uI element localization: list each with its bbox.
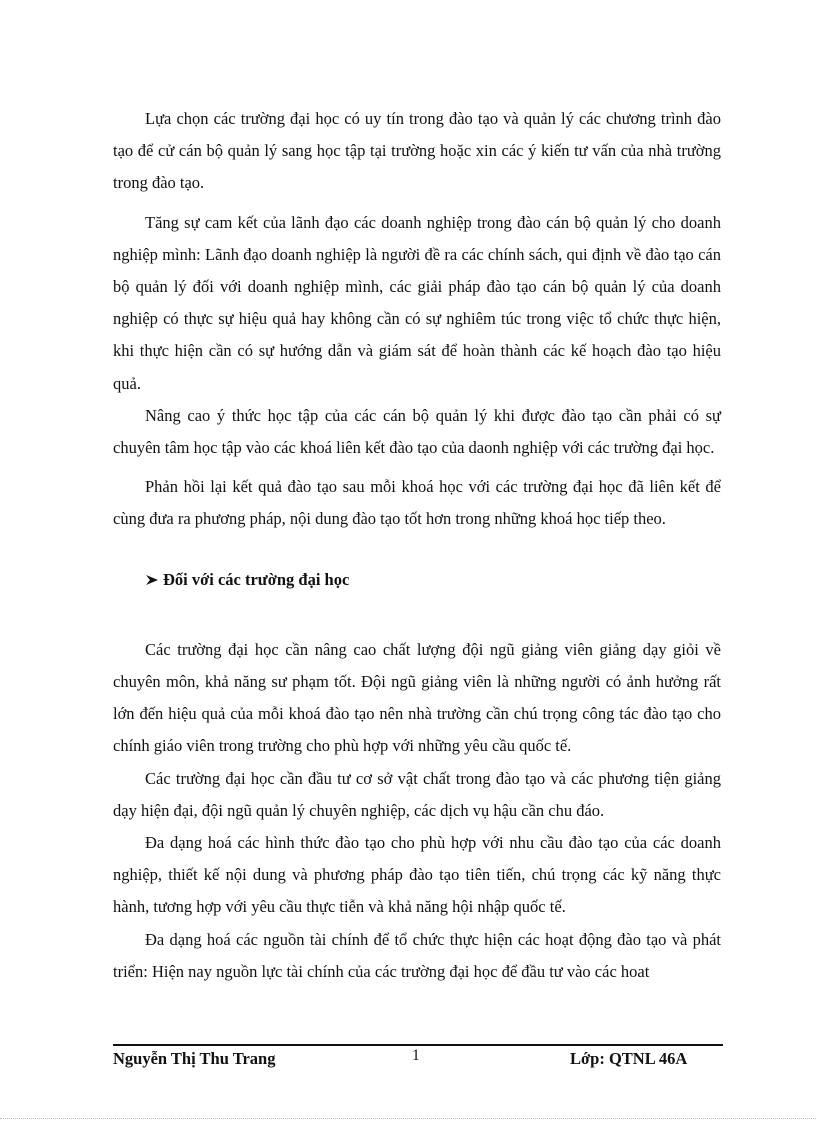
arrowhead-bullet-icon <box>145 574 159 586</box>
footer-page-number: 1 <box>412 1047 420 1064</box>
body-text <box>113 103 721 988</box>
paragraph: Đa dạng hoá các hình thức đào tạo cho phù hợp với nhu cầu đào tạo của các doanh nghiệp, thiết kế nội dung và phương pháp đào tạo tiên tiến, chú trọng các kỹ năng thực hành, tương hợp với yêu cầu thực tiễn và khả năng hội nhập quốc tế. <box>113 833 721 917</box>
paragraph: Phản hồi lại kết quả đào tạo sau mỗi khoá học với các trường đại học đã liên kết để cùng đưa ra phương pháp, nội dung đào tạo tốt hơn trong những khoá học tiếp theo. <box>113 477 721 529</box>
paragraph: Tăng sự cam kết của lãnh đạo các doanh nghiệp trong đào cán bộ quản lý cho doanh nghiệp mình: Lãnh đạo doanh nghiệp là người đề ra các chính sách, qui định về đào tạo cán bộ quản lý đối với doanh nghiệp mình, các giải pháp đào tạo cán bộ quản lý của doanh nghiệp có thực sự hiệu quả hay không cần có sự nghiêm túc trong việc tổ chức thực hiện, khi thực hiện cần có sự hướng dẫn và giám sát để hoàn thành các kế hoạch đào tạo hiệu quả. <box>113 212 721 393</box>
footer-divider <box>113 1044 723 1046</box>
page-boundary <box>0 1118 816 1119</box>
paragraph: Các trường đại học cần nâng cao chất lượng đội ngũ giảng viên giảng dạy giỏi về chuyên môn, khả năng sư phạm tốt. Đội ngũ giảng viên là những người có ảnh hưởng rất lớn đến hiệu quả của mỗi khoá đào tạo nên nhà trường cần chú trọng công tác đào tạo cho chính giáo viên trong trường cho phù hợp với những yêu cầu quốc tế. <box>113 639 721 756</box>
footer-class-label: Lớp: QTNL 46A <box>570 1049 688 1068</box>
paragraph: Các trường đại học cần đầu tư cơ sở vật chất trong đào tạo và các phương tiện giảng dạy hiện đại, đội ngũ quản lý chuyên nghiệp, các dịch vụ hậu cần chu đáo. <box>113 768 721 820</box>
section-heading-text: Đối với các trường đại học <box>163 569 350 589</box>
paragraph: Đa dạng hoá các nguồn tài chính để tổ chức thực hiện các hoạt động đào tạo và phát triển: Hiện nay nguồn lực tài chính của các trường đại học để đầu tư vào các hoat <box>113 929 721 981</box>
paragraph: Nâng cao ý thức học tập của các cán bộ quản lý khi được đào tạo cần phải có sự chuyên tâm học tập vào các khoá liên kết đào tạo của daonh nghiệp với các trường đại học. <box>113 405 721 458</box>
section-heading <box>113 564 721 596</box>
footer-author: Nguyễn Thị Thu Trang <box>113 1049 276 1068</box>
paragraph: Lựa chọn các trường đại học có uy tín trong đào tạo và quản lý các chương trình đào tạo để cử cán bộ quản lý sang học tập tại trường hoặc xin các ý kiến tư vấn của nhà trường trong đào tạo. <box>113 109 721 193</box>
